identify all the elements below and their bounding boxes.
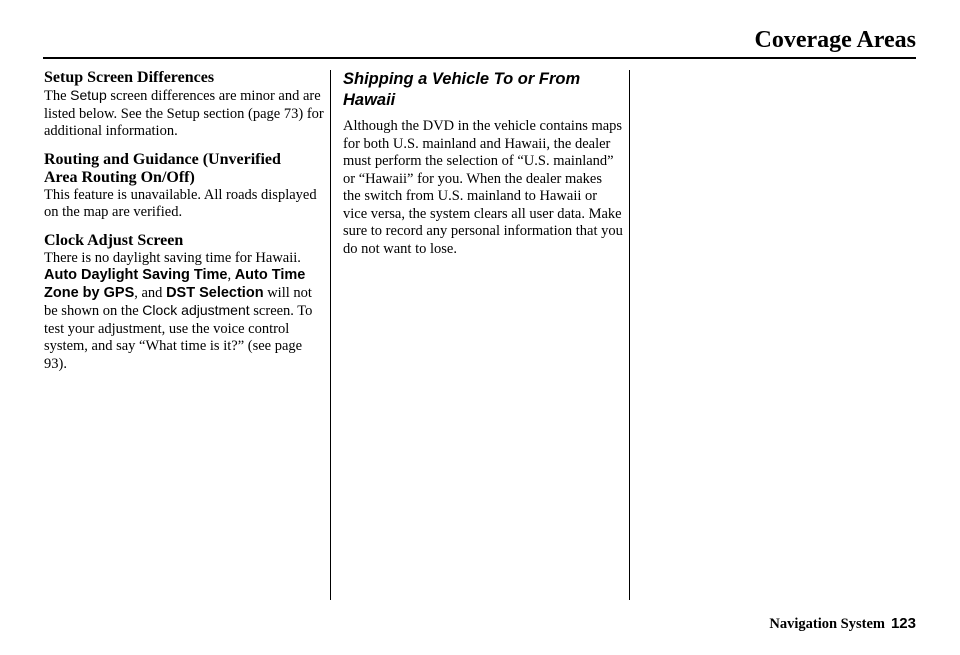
left-column <box>44 69 324 373</box>
setup-screen-heading: Setup Screen Differences <box>44 69 215 86</box>
auto-daylight-saving-term: Auto Daylight Saving Time <box>44 267 228 283</box>
page-title: Coverage Areas <box>754 27 916 53</box>
routing-guidance-text: This feature is unavailable. All roads displayed on the map are verified. <box>44 186 317 220</box>
column-divider-left <box>330 70 331 600</box>
page-number: 123 <box>890 615 916 632</box>
setup-ui-term: Setup <box>70 87 107 103</box>
shipping-vehicle-text: Although the DVD in the vehicle contains maps for both U.S. mainland and Hawaii, the dealer must perform the selection of “U.S. mainland” or “Hawaii” for you. When the dealer makes the switch from U.S. mainland to Hawaii or vice versa, the system clears all user data. Make sure to record any personal information that you do not want to lose. <box>343 118 623 257</box>
clock-adjust-heading: Clock Adjust Screen <box>44 231 184 249</box>
shipping-vehicle-heading: Shipping a Vehicle To or From Hawaii <box>343 70 581 109</box>
clock-adjust-text: There is no daylight saving time for Hawaii. Auto Daylight Saving Time, Auto Time Zone by GPS, and DST Selection will not be shown on the Clock adjustment screen. To test your adjustment, use the voice control system, and say “What time is it?” (see page 93). <box>44 249 313 372</box>
header-rule <box>43 57 916 59</box>
dst-selection-term: DST Selection <box>166 284 264 301</box>
clock-adjustment-ui-term: Clock adjustment <box>142 302 250 318</box>
routing-guidance-heading: Routing and Guidance (Unverified Area Routing On/Off) <box>44 150 281 186</box>
footer-section-name: Navigation System <box>769 616 885 632</box>
auto-time-zone-term: Auto Time Zone by GPS <box>44 267 306 301</box>
middle-column <box>343 69 623 258</box>
column-divider-right <box>629 70 630 600</box>
setup-screen-text: The Setup screen differences are minor and are listed below. See the Setup section (page 73) for additional information. <box>44 87 324 139</box>
page-footer <box>769 615 916 633</box>
